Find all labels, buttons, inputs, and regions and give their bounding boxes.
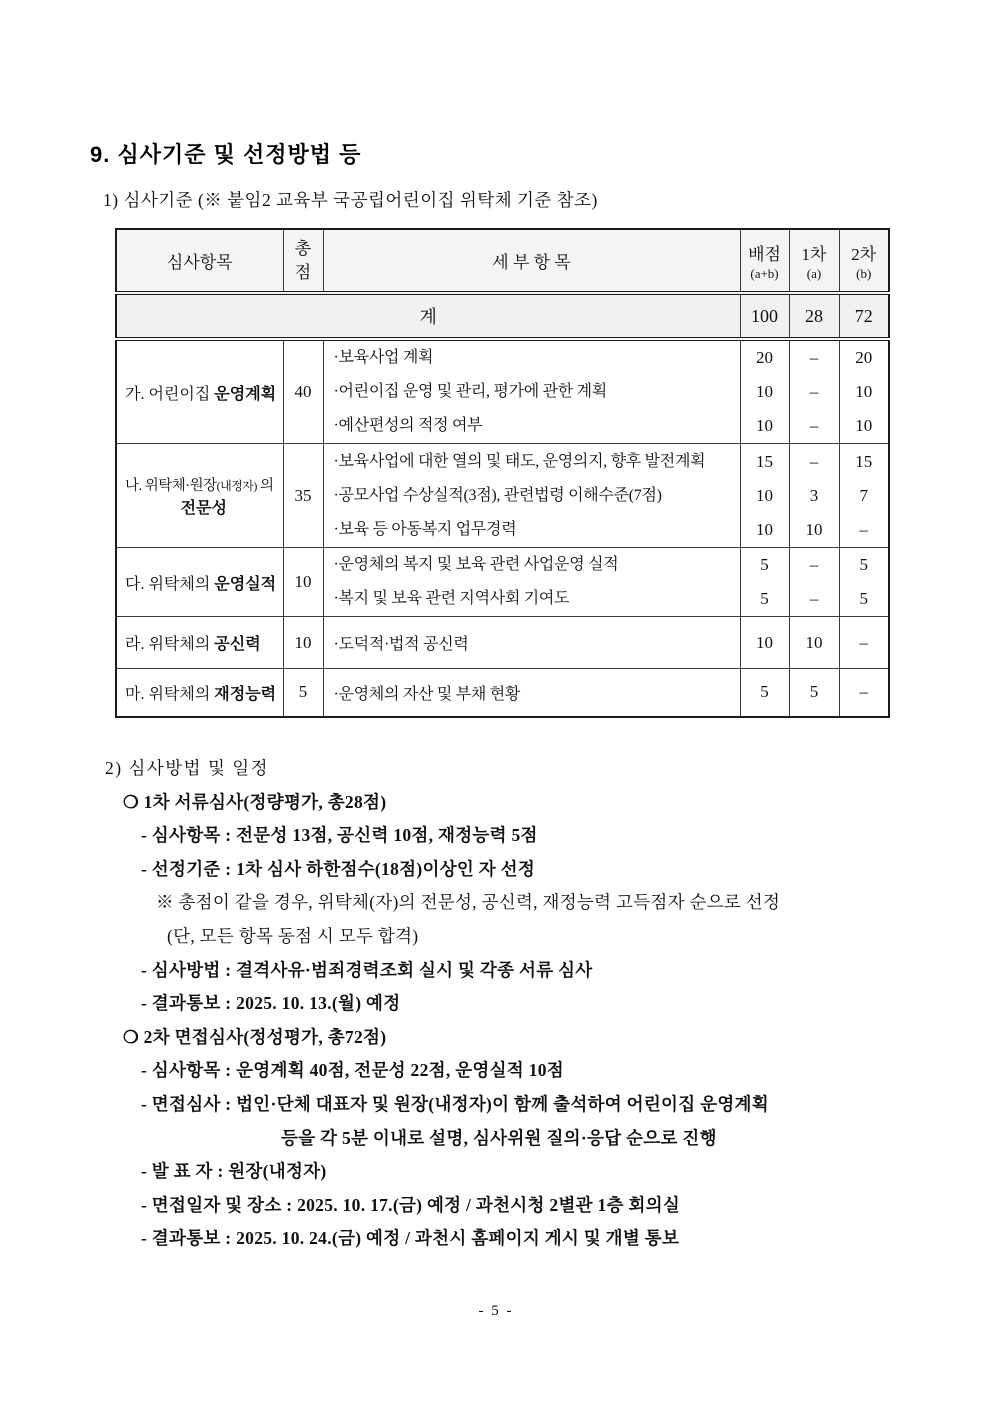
- list-item-round1-title: ❍ 1차 서류심사(정량평가, 총28점): [123, 791, 387, 812]
- criteria-table: [115, 228, 890, 718]
- header-second-sub: (b): [856, 265, 872, 281]
- second-round-cell: [839, 548, 889, 617]
- criteria-label-bold: 운영실적: [214, 575, 277, 593]
- first-round-cell: [789, 339, 839, 444]
- first-round-value: –: [809, 348, 819, 367]
- points-value: 10: [756, 382, 773, 401]
- detail-line: ·운영체의 복지 및 보육 관련 사업운영 실적: [333, 556, 619, 573]
- criteria-cell: [116, 669, 283, 717]
- header-second-round: [839, 229, 889, 293]
- page-title: 9. 심사기준 및 선정방법 등: [90, 142, 362, 167]
- criteria-label: 나. 위탁체·원장: [125, 477, 217, 494]
- criteria-label-suffix: 의: [256, 477, 274, 494]
- detail-cell: [323, 339, 740, 444]
- points-cell: 5: [740, 669, 789, 717]
- detail-line: ·보육 등 아동복지 업무경력: [333, 520, 517, 538]
- detail-cell: [323, 444, 740, 548]
- list-item: - 면접심사 : 법인·단체 대표자 및 원장(내정자)이 함께 출석하여 어린이집 운영계획: [141, 1093, 769, 1114]
- points-value: 10: [756, 485, 773, 505]
- criteria-cell: [116, 339, 283, 444]
- table-header-row: [116, 229, 889, 293]
- criteria-cell: [116, 548, 283, 617]
- second-round-cell: [839, 339, 889, 444]
- first-round-value: –: [809, 382, 819, 401]
- detail-line: ·어린이집 운영 및 관리, 평가에 관한 계획: [333, 383, 607, 400]
- header-points: [740, 229, 789, 293]
- section1-subtitle: 1) 심사기준 (※ 붙임2 교육부 국공립어린이집 위탁체 기준 참조): [103, 190, 598, 210]
- list-item: - 결과통보 : 2025. 10. 13.(월) 예정: [141, 993, 401, 1014]
- table-row: [116, 548, 889, 617]
- table-row: [116, 669, 889, 717]
- first-round-value: –: [809, 555, 819, 574]
- sum-row: [116, 293, 889, 339]
- section2-methods-schedule: [0, 752, 992, 1256]
- second-round-value: 10: [855, 382, 873, 401]
- detail-line: ·예산편성의 적정 여부: [333, 417, 483, 434]
- first-round-cell: [789, 444, 839, 548]
- second-round-value: 20: [855, 348, 873, 367]
- detail-line: ·공모사업 수상실적(3점), 관련법령 이해수준(7점): [333, 486, 662, 504]
- criteria-label: 마. 위탁체의: [125, 685, 215, 703]
- detail-line: ·복지 및 보육 관련 지역사회 기여도: [333, 590, 570, 607]
- list-item: - 심사항목 : 운영계획 40점, 전문성 22점, 운영실적 10점: [141, 1060, 564, 1081]
- header-points-label: 배점: [748, 244, 781, 264]
- first-round-cell: 5: [789, 669, 839, 717]
- sum-label: 계: [116, 293, 740, 339]
- list-item-note: (단, 모든 항목 동점 시 모두 합격): [167, 925, 419, 946]
- points-value: 15: [756, 451, 773, 471]
- list-item: - 결과통보 : 2025. 10. 24.(금) 예정 / 과천시 홈페이지 게시 및 개별 통보: [141, 1228, 680, 1249]
- points-cell: 10: [740, 617, 789, 669]
- points-value: 10: [756, 519, 773, 539]
- first-round-value: 10: [805, 519, 823, 539]
- list-item: - 면접일자 및 장소 : 2025. 10. 17.(금) 예정 / 과천시청 2별관 1층 회의실: [141, 1194, 681, 1215]
- table-row: [116, 617, 889, 669]
- header-detail: 세 부 항 목: [323, 229, 740, 293]
- detail-line: ·보육사업에 대한 열의 및 태도, 운영의지, 향후 발전계획: [333, 452, 706, 470]
- header-total-line2: 점: [294, 262, 312, 282]
- second-round-value: 10: [855, 416, 873, 435]
- points-cell: [740, 444, 789, 548]
- criteria-cell: [116, 444, 283, 548]
- detail-cell: ·도덕적·법적 공신력: [323, 617, 740, 669]
- second-round-value: 7: [859, 485, 868, 505]
- table-row: [116, 444, 889, 548]
- sum-points: 100: [740, 293, 789, 339]
- page-number: - 5 -: [478, 1303, 514, 1319]
- criteria-label-bold: 재정능력: [214, 685, 277, 703]
- points-value: 10: [756, 416, 773, 435]
- sum-second: 72: [839, 293, 889, 339]
- second-round-cell: [839, 444, 889, 548]
- second-round-value: 15: [855, 451, 873, 471]
- total-score-cell: 10: [283, 617, 323, 669]
- points-cell: [740, 339, 789, 444]
- points-cell: [740, 548, 789, 617]
- total-score-cell: 5: [283, 669, 323, 717]
- table-row: [116, 339, 889, 444]
- list-item-note: ※ 총점이 같을 경우, 위탁체(자)의 전문성, 공신력, 재정능력 고득점자 순으로 선정: [156, 892, 781, 913]
- points-value: 5: [760, 555, 769, 574]
- header-second-label: 2차: [851, 244, 877, 264]
- criteria-label-bold: 운영계획: [214, 385, 277, 403]
- second-round-cell: –: [839, 617, 889, 669]
- first-round-value: –: [809, 589, 819, 608]
- first-round-value: –: [809, 451, 819, 471]
- list-item: - 발 표 자 : 원장(내정자): [141, 1161, 327, 1182]
- detail-cell: [323, 548, 740, 617]
- header-item: 심사항목: [116, 229, 283, 293]
- header-first-sub: (a): [806, 265, 822, 281]
- criteria-label: 가. 어린이집: [125, 385, 215, 403]
- list-item-continuation: 등을 각 5분 이내로 설명, 심사위원 질의·응답 순으로 진행: [281, 1127, 717, 1148]
- second-round-cell: –: [839, 669, 889, 717]
- criteria-label-small: (내정자): [216, 478, 257, 493]
- points-value: 5: [760, 589, 769, 608]
- second-round-value: 5: [859, 589, 868, 608]
- section-heading: 2) 심사방법 및 일정: [105, 758, 270, 778]
- list-item: - 선정기준 : 1차 심사 하한점수(18점)이상인 자 선정: [141, 858, 536, 879]
- sum-first: 28: [789, 293, 839, 339]
- total-score-cell: 35: [283, 444, 323, 548]
- header-first-label: 1차: [801, 244, 827, 264]
- list-item: - 심사방법 : 결격사유·범죄경력조회 실시 및 각종 서류 심사: [141, 959, 593, 980]
- criteria-label: 다. 위탁체의: [125, 575, 215, 593]
- first-round-cell: 10: [789, 617, 839, 669]
- total-score-cell: 40: [283, 339, 323, 444]
- detail-line: ·보육사업 계획: [333, 349, 434, 366]
- header-total-line1: 총: [294, 238, 312, 258]
- first-round-value: 3: [809, 485, 819, 505]
- second-round-value: –: [859, 519, 868, 539]
- criteria-label: 라. 위탁체의: [125, 636, 215, 653]
- points-value: 20: [756, 348, 773, 367]
- header-first-round: [789, 229, 839, 293]
- total-score-cell: 10: [283, 548, 323, 617]
- detail-cell: ·운영체의 자산 및 부채 현황: [323, 669, 740, 717]
- header-points-sub: (a+b): [750, 265, 779, 281]
- list-item: - 심사항목 : 전문성 13점, 공신력 10점, 재정능력 5점: [141, 825, 538, 846]
- criteria-label-bold: 전문성: [180, 499, 227, 517]
- second-round-value: 5: [859, 555, 868, 574]
- header-total: [283, 229, 323, 293]
- first-round-value: –: [809, 416, 819, 435]
- first-round-cell: [789, 548, 839, 617]
- list-item-round2-title: ❍ 2차 면접심사(정성평가, 총72점): [123, 1026, 387, 1047]
- criteria-label-bold: 공신력: [214, 636, 261, 653]
- criteria-cell: [116, 617, 283, 669]
